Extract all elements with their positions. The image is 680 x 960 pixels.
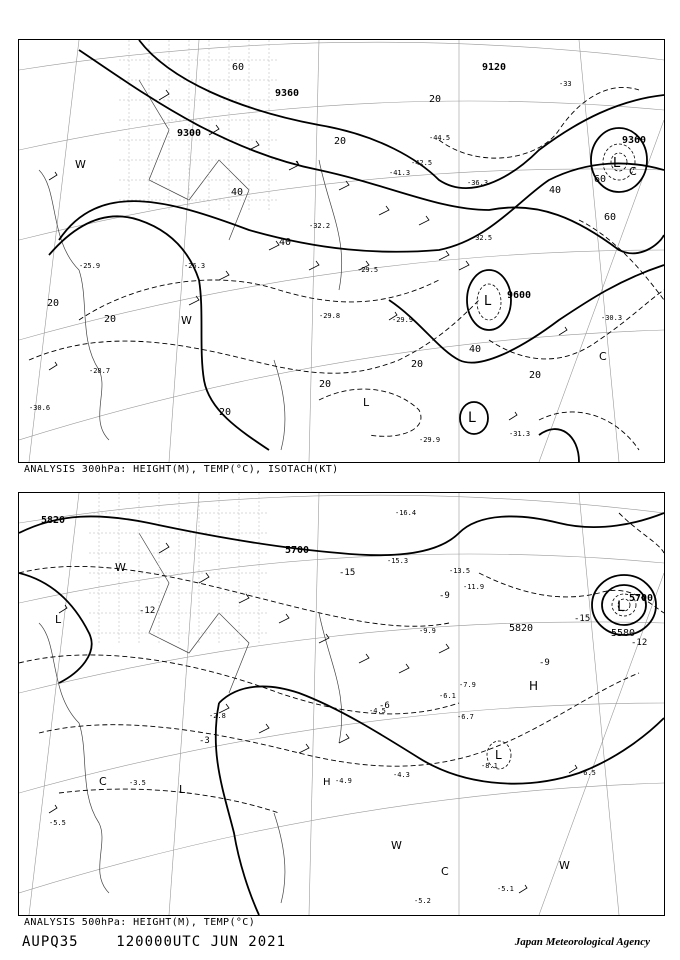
isotachs-300: [29, 87, 664, 450]
symbols-300: [75, 156, 637, 426]
temp-value: -42.5: [411, 159, 433, 167]
isotach-label: 40: [469, 344, 482, 355]
low-symbol: L: [613, 156, 621, 171]
height-label: 9360: [622, 135, 647, 146]
cold-symbol: C: [99, 775, 107, 788]
temp-value: -4.3: [393, 771, 410, 779]
temp-value: -30.6: [29, 404, 51, 412]
temp-value: -44.5: [429, 134, 451, 142]
temp-value: -2.8: [209, 712, 226, 720]
isotherm-label: -9: [539, 658, 550, 668]
temp-values-500: [49, 509, 596, 905]
isotach-label: 20: [219, 407, 232, 418]
temp-value: -13.5: [449, 567, 471, 575]
height-labels-300: [177, 62, 646, 301]
isotach-label: 40: [231, 187, 244, 198]
isotherm-label: -12: [631, 638, 648, 648]
cold-symbol: C: [599, 350, 607, 363]
isotach-label: 20: [529, 370, 542, 381]
temp-value: -25.9: [79, 262, 101, 270]
map-300hpa-canvas: [19, 40, 664, 462]
cold-symbol: C: [441, 865, 449, 878]
temp-value: -6.7: [457, 713, 474, 721]
height-label: 5820: [41, 515, 66, 526]
high-symbol: H: [323, 777, 331, 788]
low-rings-500: [487, 594, 636, 769]
temp-value: -4.5: [369, 707, 386, 715]
low-symbol: L: [617, 599, 625, 615]
temp-value: -28.7: [89, 367, 111, 375]
isotach-label: 60: [594, 174, 607, 185]
temp-value: -5.1: [497, 885, 514, 893]
temp-value: -8.1: [481, 762, 498, 770]
isotach-label: 20: [429, 94, 442, 105]
temp-value: -26.3: [184, 262, 206, 270]
isotach-label: 60: [232, 62, 245, 73]
graticule-300: [19, 40, 664, 462]
low-symbol: L: [468, 410, 476, 426]
caption-300hpa: ANALYSIS 300hPa: HEIGHT(M), TEMP(°C), ISOTACH(KT): [24, 464, 339, 475]
chart-datetime: 120000UTC JUN 2021: [116, 934, 287, 950]
temp-value: -32.2: [309, 222, 331, 230]
temp-value: -30.3: [601, 314, 623, 322]
isotherm-label: -12: [139, 606, 156, 616]
isotach-label: 60: [604, 212, 617, 223]
height-label: 9360: [275, 88, 300, 99]
isotach-label: 20: [411, 359, 424, 370]
temp-value: -31.3: [509, 430, 531, 438]
caption-500hpa: ANALYSIS 500hPa: HEIGHT(M), TEMP(°C): [24, 917, 256, 928]
low-symbol: L: [55, 613, 62, 626]
temp-value: -7.9: [459, 681, 476, 689]
low-symbol: L: [484, 294, 492, 309]
isotach-label: 40: [279, 237, 292, 248]
low-symbol: L: [179, 783, 186, 796]
low-symbol: L: [363, 396, 370, 409]
isotherm-label: -3: [199, 736, 210, 746]
analysis-500hpa-map: [18, 492, 665, 916]
temp-value: -15.3: [387, 557, 409, 565]
temp-value: -5.5: [49, 819, 66, 827]
temp-value: -33: [559, 80, 572, 88]
height-label: 9300: [177, 128, 202, 139]
isotach-label: 20: [319, 379, 332, 390]
low-symbol: L: [495, 748, 502, 762]
warm-symbol: W: [559, 859, 570, 872]
temp-value: -11.9: [463, 583, 485, 591]
height-label: 9600: [507, 290, 532, 301]
height-label: 9120: [482, 62, 507, 73]
temp-value: -3.5: [129, 779, 146, 787]
temp-value: -9.9: [419, 627, 436, 635]
chart-code: AUPQ35: [22, 934, 79, 950]
temp-value: -36.3: [467, 179, 489, 187]
warm-symbol: W: [181, 314, 192, 327]
isotach-label: 20: [104, 314, 117, 325]
isotherm-label: -9: [439, 591, 450, 601]
temp-value: -29.8: [319, 312, 341, 320]
height-label: 5580: [611, 628, 636, 639]
temp-value: -32.5: [471, 234, 493, 242]
temp-value: -29.5: [357, 266, 379, 274]
temp-value: -29.9: [419, 436, 441, 444]
isotach-label: 40: [549, 185, 562, 196]
analysis-300hpa-map: [18, 39, 665, 463]
coastlines-500: [39, 533, 342, 903]
map-500hpa-canvas: [19, 493, 664, 915]
temp-value: -6.1: [439, 692, 456, 700]
warm-symbol: W: [115, 561, 126, 574]
height-label: 5700: [285, 545, 310, 556]
warm-symbol: W: [75, 158, 86, 171]
temp-value: -16.4: [395, 509, 417, 517]
isotherm-label: -15: [574, 614, 591, 624]
isotherm-label: -15: [339, 568, 356, 578]
high-symbol: H: [529, 679, 539, 693]
temp-value: -6.5: [579, 769, 596, 777]
chart-code-footer: [22, 934, 286, 950]
temp-value: -5.2: [414, 897, 431, 905]
height-label: 5820: [509, 623, 534, 634]
isotherm-label: -6: [379, 701, 390, 711]
wind-barbs-500: [49, 543, 577, 893]
warm-symbol: W: [391, 839, 402, 852]
agency-name: Japan Meteorological Agency: [514, 936, 650, 948]
cold-symbol: C: [629, 165, 637, 178]
wind-barbs-300: [49, 90, 567, 420]
isotach-labels-300: [47, 62, 616, 418]
isotach-label: 20: [334, 136, 347, 147]
temp-value: -29.9: [392, 316, 414, 324]
height-label: 5700: [629, 593, 654, 604]
isotach-label: 20: [47, 298, 60, 309]
temp-value: -41.3: [389, 169, 411, 177]
temp-value: -4.9: [335, 777, 352, 785]
graticule-500: [19, 493, 664, 915]
